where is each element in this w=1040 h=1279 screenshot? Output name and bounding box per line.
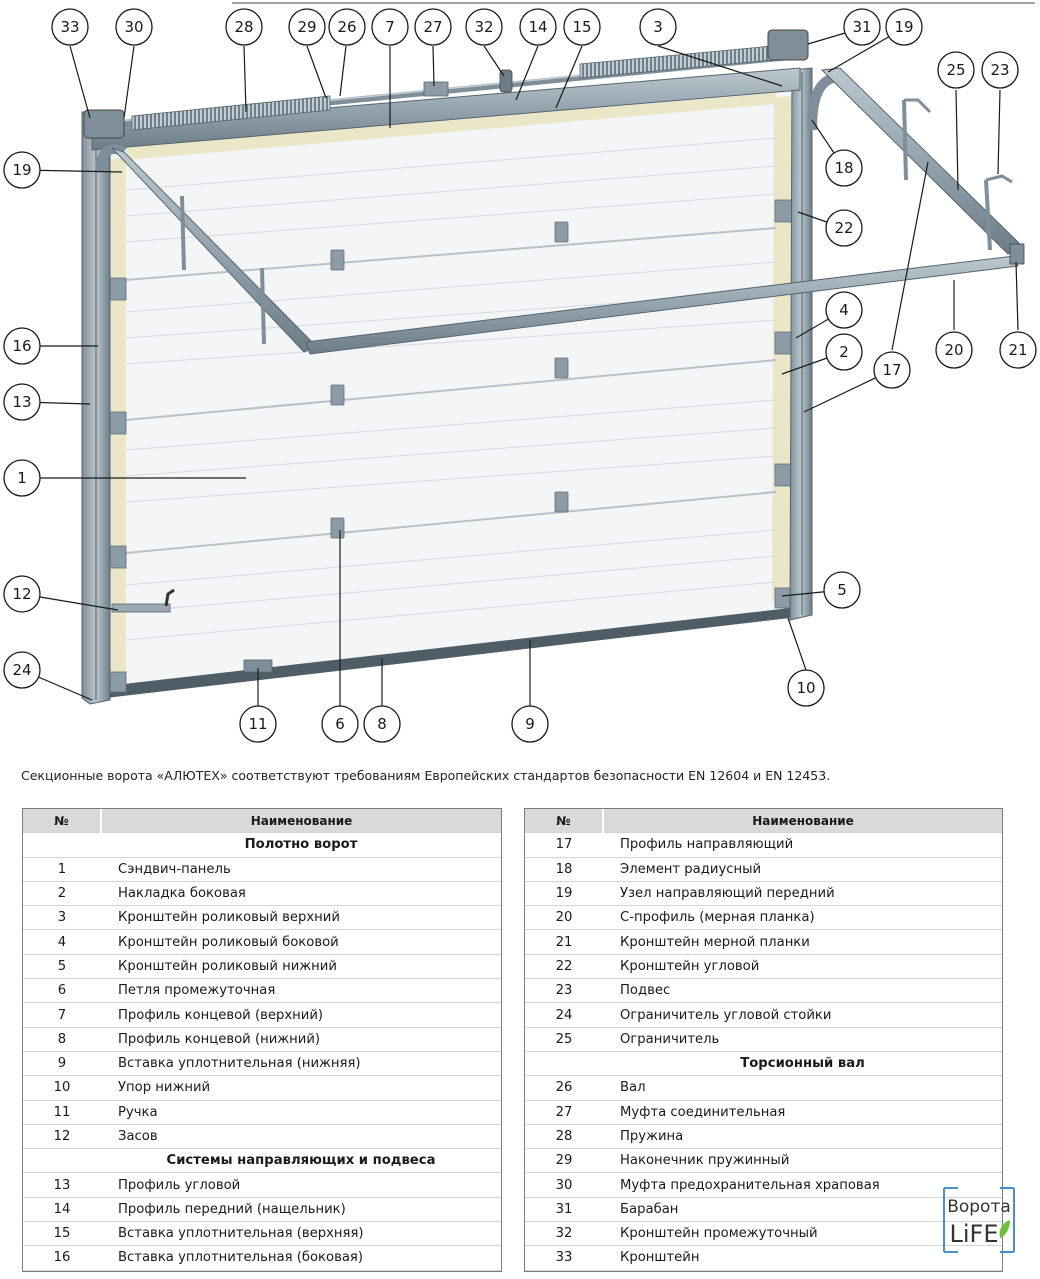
part-name: Кронштейн роликовый верхний: [101, 906, 501, 930]
part-number: [23, 1149, 101, 1173]
callout-12: 12: [12, 585, 32, 603]
leaf-icon: [1000, 1220, 1010, 1238]
part-number: 30: [525, 1173, 603, 1197]
part-number: 21: [525, 930, 603, 954]
callout-9: 9: [525, 715, 535, 733]
part-number: 1: [23, 857, 101, 881]
part-number: 23: [525, 979, 603, 1003]
callout-19-top: 19: [894, 18, 914, 36]
callout-20: 20: [944, 341, 964, 359]
table-row: [23, 930, 501, 954]
callout-19-left: 19: [12, 161, 32, 179]
part-name: Засов: [101, 1124, 501, 1148]
part-number: 22: [525, 954, 603, 978]
table-row: [23, 1100, 501, 1124]
table-row: [525, 1027, 1002, 1051]
callout-23: 23: [990, 61, 1010, 79]
part-number: [525, 1051, 603, 1075]
section-row: [23, 833, 501, 857]
callout-8: 8: [377, 715, 387, 733]
table-row: [525, 1149, 1002, 1173]
part-number: 27: [525, 1100, 603, 1124]
table-row: [525, 1003, 1002, 1027]
section-title: Системы направляющих и подвеса: [101, 1149, 501, 1173]
part-name: Ручка: [101, 1100, 501, 1124]
part-name: Упор нижний: [101, 1076, 501, 1100]
callout-4: 4: [839, 301, 849, 319]
section-row: [525, 1051, 1002, 1075]
logo-line1: Ворота: [947, 1197, 1011, 1217]
part-number: 11: [23, 1100, 101, 1124]
table-row: [23, 1197, 501, 1221]
callout-18: 18: [834, 159, 854, 177]
callout-21: 21: [1008, 341, 1028, 359]
table-row: [525, 1076, 1002, 1100]
callout-10: 10: [796, 679, 816, 697]
part-number: 18: [525, 857, 603, 881]
callout-32: 32: [474, 18, 494, 36]
part-number: 13: [23, 1173, 101, 1197]
table-row: [525, 1246, 1002, 1270]
callout-16: 16: [12, 337, 32, 355]
part-name: Профиль концевой (нижний): [101, 1027, 501, 1051]
col-header-no-right: №: [525, 809, 603, 833]
part-number: 8: [23, 1027, 101, 1051]
part-name: Узел направляющий передний: [603, 881, 1002, 905]
table-row: [23, 1027, 501, 1051]
part-name: Вал: [603, 1076, 1002, 1100]
table-row: [23, 1246, 501, 1270]
part-number: 24: [525, 1003, 603, 1027]
callout-14: 14: [528, 18, 548, 36]
part-name: Элемент радиусный: [603, 857, 1002, 881]
table-row: [525, 906, 1002, 930]
part-number: 15: [23, 1222, 101, 1246]
section-title: Полотно ворот: [101, 833, 501, 857]
table-row: [23, 1051, 501, 1075]
table-row: [525, 1222, 1002, 1246]
callout-7: 7: [385, 18, 395, 36]
part-name: Ограничитель: [603, 1027, 1002, 1051]
table-row: [23, 954, 501, 978]
part-name: Наконечник пружинный: [603, 1149, 1002, 1173]
part-name: Профиль угловой: [101, 1173, 501, 1197]
part-name: Муфта соединительная: [603, 1100, 1002, 1124]
col-header-no: №: [23, 809, 101, 833]
table-row: [23, 857, 501, 881]
part-name: Вставка уплотнительная (верхняя): [101, 1222, 501, 1246]
vorota-life-logo: [938, 1184, 1020, 1256]
callout-31: 31: [852, 18, 872, 36]
col-header-name-right: Наименование: [603, 809, 1002, 833]
part-name: Ограничитель угловой стойки: [603, 1003, 1002, 1027]
part-name: Муфта предохранительная храповая: [603, 1173, 1002, 1197]
section-title: Торсионный вал: [603, 1051, 1002, 1075]
part-number: 2: [23, 881, 101, 905]
part-name: Накладка боковая: [101, 881, 501, 905]
callout-25: 25: [946, 61, 966, 79]
table-row: [525, 1100, 1002, 1124]
part-number: [23, 833, 101, 857]
callout-13: 13: [12, 393, 32, 411]
callout-1: 1: [17, 469, 27, 487]
part-name: Подвес: [603, 979, 1002, 1003]
part-name: Кронштейн роликовый нижний: [101, 954, 501, 978]
table-row: [525, 930, 1002, 954]
left-angle-profile: [82, 110, 110, 704]
logo-line2: LiFE: [949, 1220, 999, 1248]
parts-table-left-body: [23, 833, 501, 1270]
callout-29: 29: [297, 18, 317, 36]
part-number: 3: [23, 906, 101, 930]
col-header-name: Наименование: [101, 809, 501, 833]
part-number: 28: [525, 1124, 603, 1148]
table-row: [23, 1076, 501, 1100]
part-number: 31: [525, 1197, 603, 1221]
table-row: [23, 881, 501, 905]
callout-26: 26: [337, 18, 357, 36]
callout-33: 33: [60, 18, 80, 36]
part-number: 33: [525, 1246, 603, 1270]
table-row: [23, 1003, 501, 1027]
callout-5: 5: [837, 581, 847, 599]
part-number: 20: [525, 906, 603, 930]
callout-2: 2: [839, 343, 849, 361]
part-number: 16: [23, 1246, 101, 1270]
callout-17: 17: [882, 361, 902, 379]
part-number: 14: [23, 1197, 101, 1221]
table-row: [23, 1124, 501, 1148]
part-name: Профиль направляющий: [603, 833, 1002, 857]
callout-3: 3: [653, 18, 663, 36]
table-row: [525, 979, 1002, 1003]
part-name: Профиль передний (нащельник): [101, 1197, 501, 1221]
table-row: [525, 1173, 1002, 1197]
door-panel: [104, 90, 794, 698]
table-row: [23, 979, 501, 1003]
parts-table-left: [22, 808, 502, 1272]
part-name: Кронштейн угловой: [603, 954, 1002, 978]
part-name: Барабан: [603, 1197, 1002, 1221]
part-name: Кронштейн роликовый боковой: [101, 930, 501, 954]
callout-6: 6: [335, 715, 345, 733]
part-number: 6: [23, 979, 101, 1003]
part-name: Пружина: [603, 1124, 1002, 1148]
part-name: Сэндвич-панель: [101, 857, 501, 881]
callout-27: 27: [423, 18, 443, 36]
standards-caption: Секционные ворота «АЛЮТЕХ» соответствуют требованиям Европейских стандартов безопасности EN 12604 и EN 12453.: [21, 768, 831, 783]
callout-24: 24: [12, 661, 32, 679]
part-name: Кронштейн: [603, 1246, 1002, 1270]
part-name: Кронштейн промежуточный: [603, 1222, 1002, 1246]
part-number: 17: [525, 833, 603, 857]
part-number: 7: [23, 1003, 101, 1027]
callout-22: 22: [834, 219, 854, 237]
part-name: Вставка уплотнительная (боковая): [101, 1246, 501, 1270]
parts-table-right-body: [525, 833, 1002, 1270]
callout-30: 30: [124, 18, 144, 36]
part-number: 5: [23, 954, 101, 978]
part-number: 12: [23, 1124, 101, 1148]
part-number: 9: [23, 1051, 101, 1075]
table-row: [525, 954, 1002, 978]
table-row: [525, 881, 1002, 905]
part-name: Профиль концевой (верхний): [101, 1003, 501, 1027]
part-name: С-профиль (мерная планка): [603, 906, 1002, 930]
part-number: 25: [525, 1027, 603, 1051]
parts-table-right: [524, 808, 1003, 1272]
part-number: 10: [23, 1076, 101, 1100]
table-row: [23, 1173, 501, 1197]
part-number: 32: [525, 1222, 603, 1246]
callout-28: 28: [234, 18, 254, 36]
part-number: 19: [525, 881, 603, 905]
part-number: 4: [23, 930, 101, 954]
callout-11: 11: [248, 715, 268, 733]
part-name: Петля промежуточная: [101, 979, 501, 1003]
section-row: [23, 1149, 501, 1173]
part-name: Кронштейн мерной планки: [603, 930, 1002, 954]
table-row: [525, 1197, 1002, 1221]
part-number: 29: [525, 1149, 603, 1173]
table-row: [23, 906, 501, 930]
table-row: [525, 857, 1002, 881]
table-row: [525, 833, 1002, 857]
part-name: Вставка уплотнительная (нижняя): [101, 1051, 501, 1075]
table-row: [23, 1222, 501, 1246]
callout-15: 15: [572, 18, 592, 36]
right-angle-profile: [790, 68, 812, 620]
part-number: 26: [525, 1076, 603, 1100]
table-row: [525, 1124, 1002, 1148]
